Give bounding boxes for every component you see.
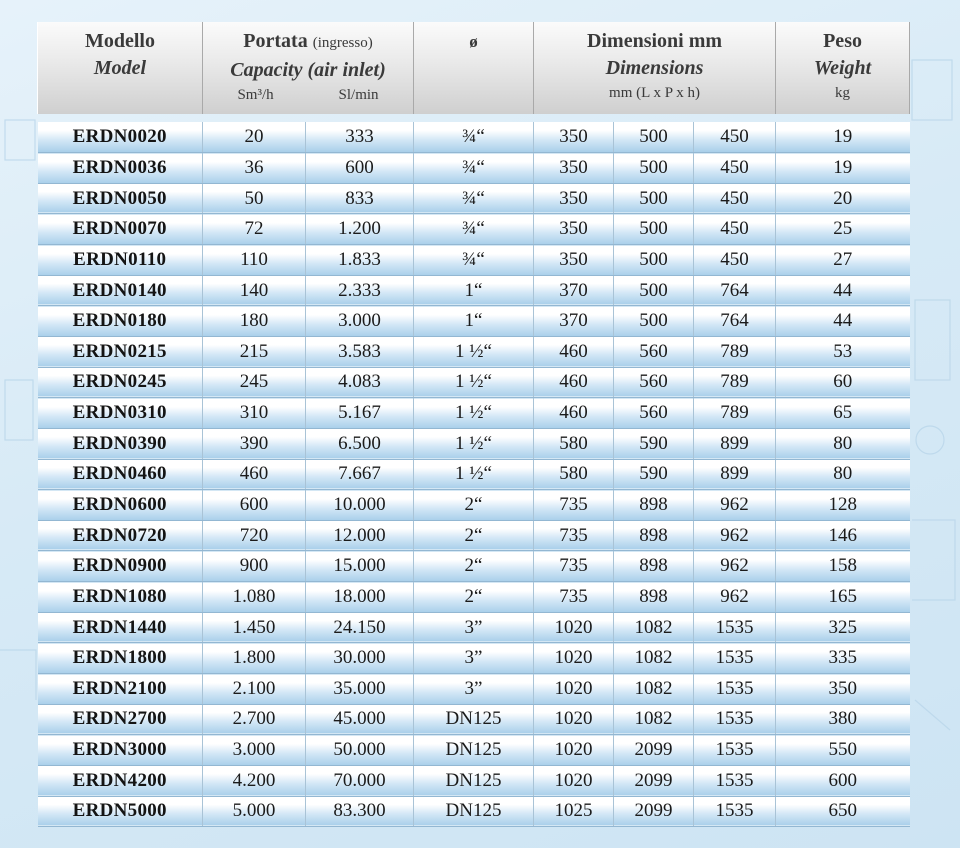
model-cell: ERDN0310 (38, 398, 203, 429)
capacity-sm3h-cell: 20 (203, 122, 306, 153)
height-cell: 1535 (694, 704, 776, 735)
depth-cell: 590 (614, 428, 694, 459)
model-cell: ERDN0020 (38, 122, 203, 153)
capacity-sm3h-cell: 1.800 (203, 643, 306, 674)
capacity-slmin-cell: 24.150 (306, 612, 414, 643)
header-model (38, 22, 203, 114)
header-gap-cell (38, 114, 910, 122)
capacity-slmin-cell: 2.333 (306, 275, 414, 306)
diameter-cell: 1“ (414, 275, 534, 306)
capacity-slmin-cell: 333 (306, 122, 414, 153)
header-dimensions-unit: mm (L x P x h) (609, 85, 701, 101)
capacity-slmin-cell: 5.167 (306, 398, 414, 429)
depth-cell: 2099 (614, 765, 694, 796)
weight-cell: 53 (776, 336, 910, 367)
table-row (38, 245, 910, 276)
diameter-cell: 2“ (414, 520, 534, 551)
capacity-slmin-cell: 6.500 (306, 428, 414, 459)
height-cell: 962 (694, 582, 776, 613)
length-cell: 1025 (534, 796, 614, 827)
header-capacity-en: Capacity (air inlet) (230, 59, 386, 81)
depth-cell: 1082 (614, 612, 694, 643)
table-row (38, 428, 910, 459)
height-cell: 1535 (694, 796, 776, 827)
capacity-slmin-cell: 1.200 (306, 214, 414, 245)
weight-cell: 650 (776, 796, 910, 827)
model-cell: ERDN5000 (38, 796, 203, 827)
capacity-sm3h-cell: 215 (203, 336, 306, 367)
header-capacity-it: Portata (243, 30, 308, 52)
height-cell: 899 (694, 428, 776, 459)
height-cell: 1535 (694, 674, 776, 705)
capacity-slmin-cell: 50.000 (306, 735, 414, 766)
model-cell: ERDN0180 (38, 306, 203, 337)
capacity-slmin-cell: 30.000 (306, 643, 414, 674)
capacity-sm3h-cell: 1.080 (203, 582, 306, 613)
capacity-sm3h-cell: 460 (203, 459, 306, 490)
capacity-sm3h-cell: 245 (203, 367, 306, 398)
capacity-sm3h-cell: 4.200 (203, 765, 306, 796)
table-row (38, 551, 910, 582)
depth-cell: 500 (614, 183, 694, 214)
weight-cell: 19 (776, 153, 910, 184)
spec-table (37, 22, 910, 827)
diameter-cell: 1 ½“ (414, 336, 534, 367)
length-cell: 460 (534, 336, 614, 367)
height-cell: 899 (694, 459, 776, 490)
table-row (38, 183, 910, 214)
capacity-sm3h-cell: 110 (203, 245, 306, 276)
depth-cell: 500 (614, 153, 694, 184)
header-model-en: Model (93, 57, 147, 79)
model-cell: ERDN0245 (38, 367, 203, 398)
length-cell: 1020 (534, 643, 614, 674)
weight-cell: 350 (776, 674, 910, 705)
header-capacity (203, 22, 414, 114)
capacity-slmin-cell: 1.833 (306, 245, 414, 276)
table-row (38, 582, 910, 613)
length-cell: 580 (534, 459, 614, 490)
table-row (38, 765, 910, 796)
weight-cell: 600 (776, 765, 910, 796)
height-cell: 450 (694, 214, 776, 245)
table-row (38, 214, 910, 245)
capacity-sm3h-cell: 36 (203, 153, 306, 184)
capacity-slmin-cell: 35.000 (306, 674, 414, 705)
capacity-slmin-cell: 45.000 (306, 704, 414, 735)
capacity-slmin-cell: 600 (306, 153, 414, 184)
diameter-cell: DN125 (414, 735, 534, 766)
table-row (38, 612, 910, 643)
weight-cell: 335 (776, 643, 910, 674)
weight-cell: 25 (776, 214, 910, 245)
capacity-sm3h-cell: 310 (203, 398, 306, 429)
model-cell: ERDN0900 (38, 551, 203, 582)
capacity-slmin-cell: 15.000 (306, 551, 414, 582)
capacity-slmin-cell: 3.000 (306, 306, 414, 337)
diameter-cell: 2“ (414, 490, 534, 521)
diameter-cell: DN125 (414, 704, 534, 735)
diameter-cell: 1 ½“ (414, 459, 534, 490)
capacity-sm3h-cell: 50 (203, 183, 306, 214)
height-cell: 789 (694, 398, 776, 429)
length-cell: 735 (534, 490, 614, 521)
diameter-cell: 3” (414, 612, 534, 643)
table-row (38, 520, 910, 551)
length-cell: 580 (534, 428, 614, 459)
capacity-slmin-cell: 7.667 (306, 459, 414, 490)
header-weight-it: Peso (823, 30, 862, 52)
height-cell: 1535 (694, 612, 776, 643)
capacity-sm3h-cell: 390 (203, 428, 306, 459)
depth-cell: 560 (614, 398, 694, 429)
header-row (38, 22, 910, 114)
table-row (38, 674, 910, 705)
depth-cell: 1082 (614, 643, 694, 674)
height-cell: 764 (694, 275, 776, 306)
diameter-cell: 1 ½“ (414, 428, 534, 459)
depth-cell: 2099 (614, 735, 694, 766)
capacity-sm3h-cell: 1.450 (203, 612, 306, 643)
capacity-sm3h-cell: 2.100 (203, 674, 306, 705)
model-cell: ERDN2100 (38, 674, 203, 705)
capacity-slmin-cell: 70.000 (306, 765, 414, 796)
model-cell: ERDN1440 (38, 612, 203, 643)
header-weight-en: Weight (813, 57, 872, 79)
header-dimensions (534, 22, 776, 114)
weight-cell: 325 (776, 612, 910, 643)
header-weight-unit: kg (835, 85, 851, 101)
spec-table-container (37, 22, 909, 827)
length-cell: 350 (534, 245, 614, 276)
weight-cell: 60 (776, 367, 910, 398)
depth-cell: 500 (614, 275, 694, 306)
length-cell: 460 (534, 398, 614, 429)
table-row (38, 704, 910, 735)
model-cell: ERDN2700 (38, 704, 203, 735)
weight-cell: 146 (776, 520, 910, 551)
weight-cell: 380 (776, 704, 910, 735)
diameter-cell: DN125 (414, 796, 534, 827)
header-dimensions-it: Dimensioni mm (587, 30, 723, 52)
weight-cell: 80 (776, 428, 910, 459)
depth-cell: 898 (614, 582, 694, 613)
capacity-sm3h-cell: 140 (203, 275, 306, 306)
height-cell: 962 (694, 551, 776, 582)
capacity-sm3h-cell: 600 (203, 490, 306, 521)
model-cell: ERDN0720 (38, 520, 203, 551)
table-row (38, 367, 910, 398)
table-row (38, 490, 910, 521)
model-cell: ERDN3000 (38, 735, 203, 766)
height-cell: 450 (694, 183, 776, 214)
model-cell: ERDN0050 (38, 183, 203, 214)
capacity-slmin-cell: 83.300 (306, 796, 414, 827)
diameter-cell: 1 ½“ (414, 398, 534, 429)
weight-cell: 165 (776, 582, 910, 613)
table-row (38, 336, 910, 367)
height-cell: 764 (694, 306, 776, 337)
height-cell: 962 (694, 490, 776, 521)
table-row (38, 796, 910, 827)
diameter-cell: ¾“ (414, 153, 534, 184)
model-cell: ERDN0390 (38, 428, 203, 459)
length-cell: 1020 (534, 735, 614, 766)
model-cell: ERDN0460 (38, 459, 203, 490)
model-cell: ERDN0110 (38, 245, 203, 276)
model-cell: ERDN0215 (38, 336, 203, 367)
depth-cell: 500 (614, 306, 694, 337)
length-cell: 735 (534, 520, 614, 551)
table-row (38, 459, 910, 490)
header-weight (776, 22, 910, 114)
length-cell: 460 (534, 367, 614, 398)
length-cell: 350 (534, 214, 614, 245)
length-cell: 370 (534, 275, 614, 306)
capacity-sm3h-cell: 5.000 (203, 796, 306, 827)
header-unit-sm3h: Sm³/h (237, 87, 274, 103)
table-row (38, 153, 910, 184)
header-model-it: Modello (85, 30, 155, 52)
diameter-cell: 1 ½“ (414, 367, 534, 398)
weight-cell: 20 (776, 183, 910, 214)
capacity-sm3h-cell: 72 (203, 214, 306, 245)
diameter-cell: DN125 (414, 765, 534, 796)
diameter-cell: 1“ (414, 306, 534, 337)
depth-cell: 560 (614, 336, 694, 367)
length-cell: 735 (534, 582, 614, 613)
weight-cell: 128 (776, 490, 910, 521)
capacity-sm3h-cell: 900 (203, 551, 306, 582)
depth-cell: 898 (614, 551, 694, 582)
capacity-sm3h-cell: 2.700 (203, 704, 306, 735)
table-row (38, 643, 910, 674)
length-cell: 1020 (534, 674, 614, 705)
model-cell: ERDN0600 (38, 490, 203, 521)
length-cell: 1020 (534, 765, 614, 796)
length-cell: 1020 (534, 612, 614, 643)
capacity-sm3h-cell: 720 (203, 520, 306, 551)
height-cell: 450 (694, 122, 776, 153)
diameter-cell: 3” (414, 643, 534, 674)
height-cell: 1535 (694, 765, 776, 796)
depth-cell: 898 (614, 490, 694, 521)
table-row (38, 398, 910, 429)
depth-cell: 500 (614, 122, 694, 153)
model-cell: ERDN1800 (38, 643, 203, 674)
length-cell: 1020 (534, 704, 614, 735)
weight-cell: 550 (776, 735, 910, 766)
depth-cell: 500 (614, 245, 694, 276)
height-cell: 1535 (694, 643, 776, 674)
capacity-slmin-cell: 12.000 (306, 520, 414, 551)
depth-cell: 898 (614, 520, 694, 551)
header-unit-slmin: Sl/min (338, 87, 379, 103)
depth-cell: 1082 (614, 704, 694, 735)
header-dimensions-en: Dimensions (605, 57, 704, 79)
depth-cell: 1082 (614, 674, 694, 705)
depth-cell: 590 (614, 459, 694, 490)
weight-cell: 44 (776, 275, 910, 306)
model-cell: ERDN0070 (38, 214, 203, 245)
weight-cell: 19 (776, 122, 910, 153)
height-cell: 962 (694, 520, 776, 551)
diameter-cell: ¾“ (414, 245, 534, 276)
model-cell: ERDN0036 (38, 153, 203, 184)
weight-cell: 158 (776, 551, 910, 582)
capacity-slmin-cell: 3.583 (306, 336, 414, 367)
diameter-cell: ¾“ (414, 122, 534, 153)
depth-cell: 2099 (614, 796, 694, 827)
weight-cell: 80 (776, 459, 910, 490)
model-cell: ERDN0140 (38, 275, 203, 306)
length-cell: 350 (534, 183, 614, 214)
diameter-cell: 2“ (414, 582, 534, 613)
weight-cell: 27 (776, 245, 910, 276)
weight-cell: 65 (776, 398, 910, 429)
length-cell: 735 (534, 551, 614, 582)
diameter-cell: 3” (414, 674, 534, 705)
height-cell: 450 (694, 153, 776, 184)
diameter-cell: ¾“ (414, 214, 534, 245)
header-diameter (414, 22, 534, 114)
weight-cell: 44 (776, 306, 910, 337)
table-row (38, 122, 910, 153)
length-cell: 370 (534, 306, 614, 337)
header-capacity-note: (ingresso) (312, 35, 373, 51)
header-gap (38, 114, 910, 122)
capacity-slmin-cell: 4.083 (306, 367, 414, 398)
capacity-slmin-cell: 10.000 (306, 490, 414, 521)
table-row (38, 306, 910, 337)
capacity-sm3h-cell: 180 (203, 306, 306, 337)
table-row (38, 735, 910, 766)
capacity-slmin-cell: 18.000 (306, 582, 414, 613)
length-cell: 350 (534, 122, 614, 153)
diameter-cell: 2“ (414, 551, 534, 582)
diameter-cell: ¾“ (414, 183, 534, 214)
model-cell: ERDN4200 (38, 765, 203, 796)
height-cell: 1535 (694, 735, 776, 766)
capacity-slmin-cell: 833 (306, 183, 414, 214)
capacity-sm3h-cell: 3.000 (203, 735, 306, 766)
height-cell: 450 (694, 245, 776, 276)
depth-cell: 560 (614, 367, 694, 398)
depth-cell: 500 (614, 214, 694, 245)
height-cell: 789 (694, 336, 776, 367)
header-diameter-symbol: ø (469, 32, 478, 51)
table-row (38, 275, 910, 306)
height-cell: 789 (694, 367, 776, 398)
model-cell: ERDN1080 (38, 582, 203, 613)
length-cell: 350 (534, 153, 614, 184)
